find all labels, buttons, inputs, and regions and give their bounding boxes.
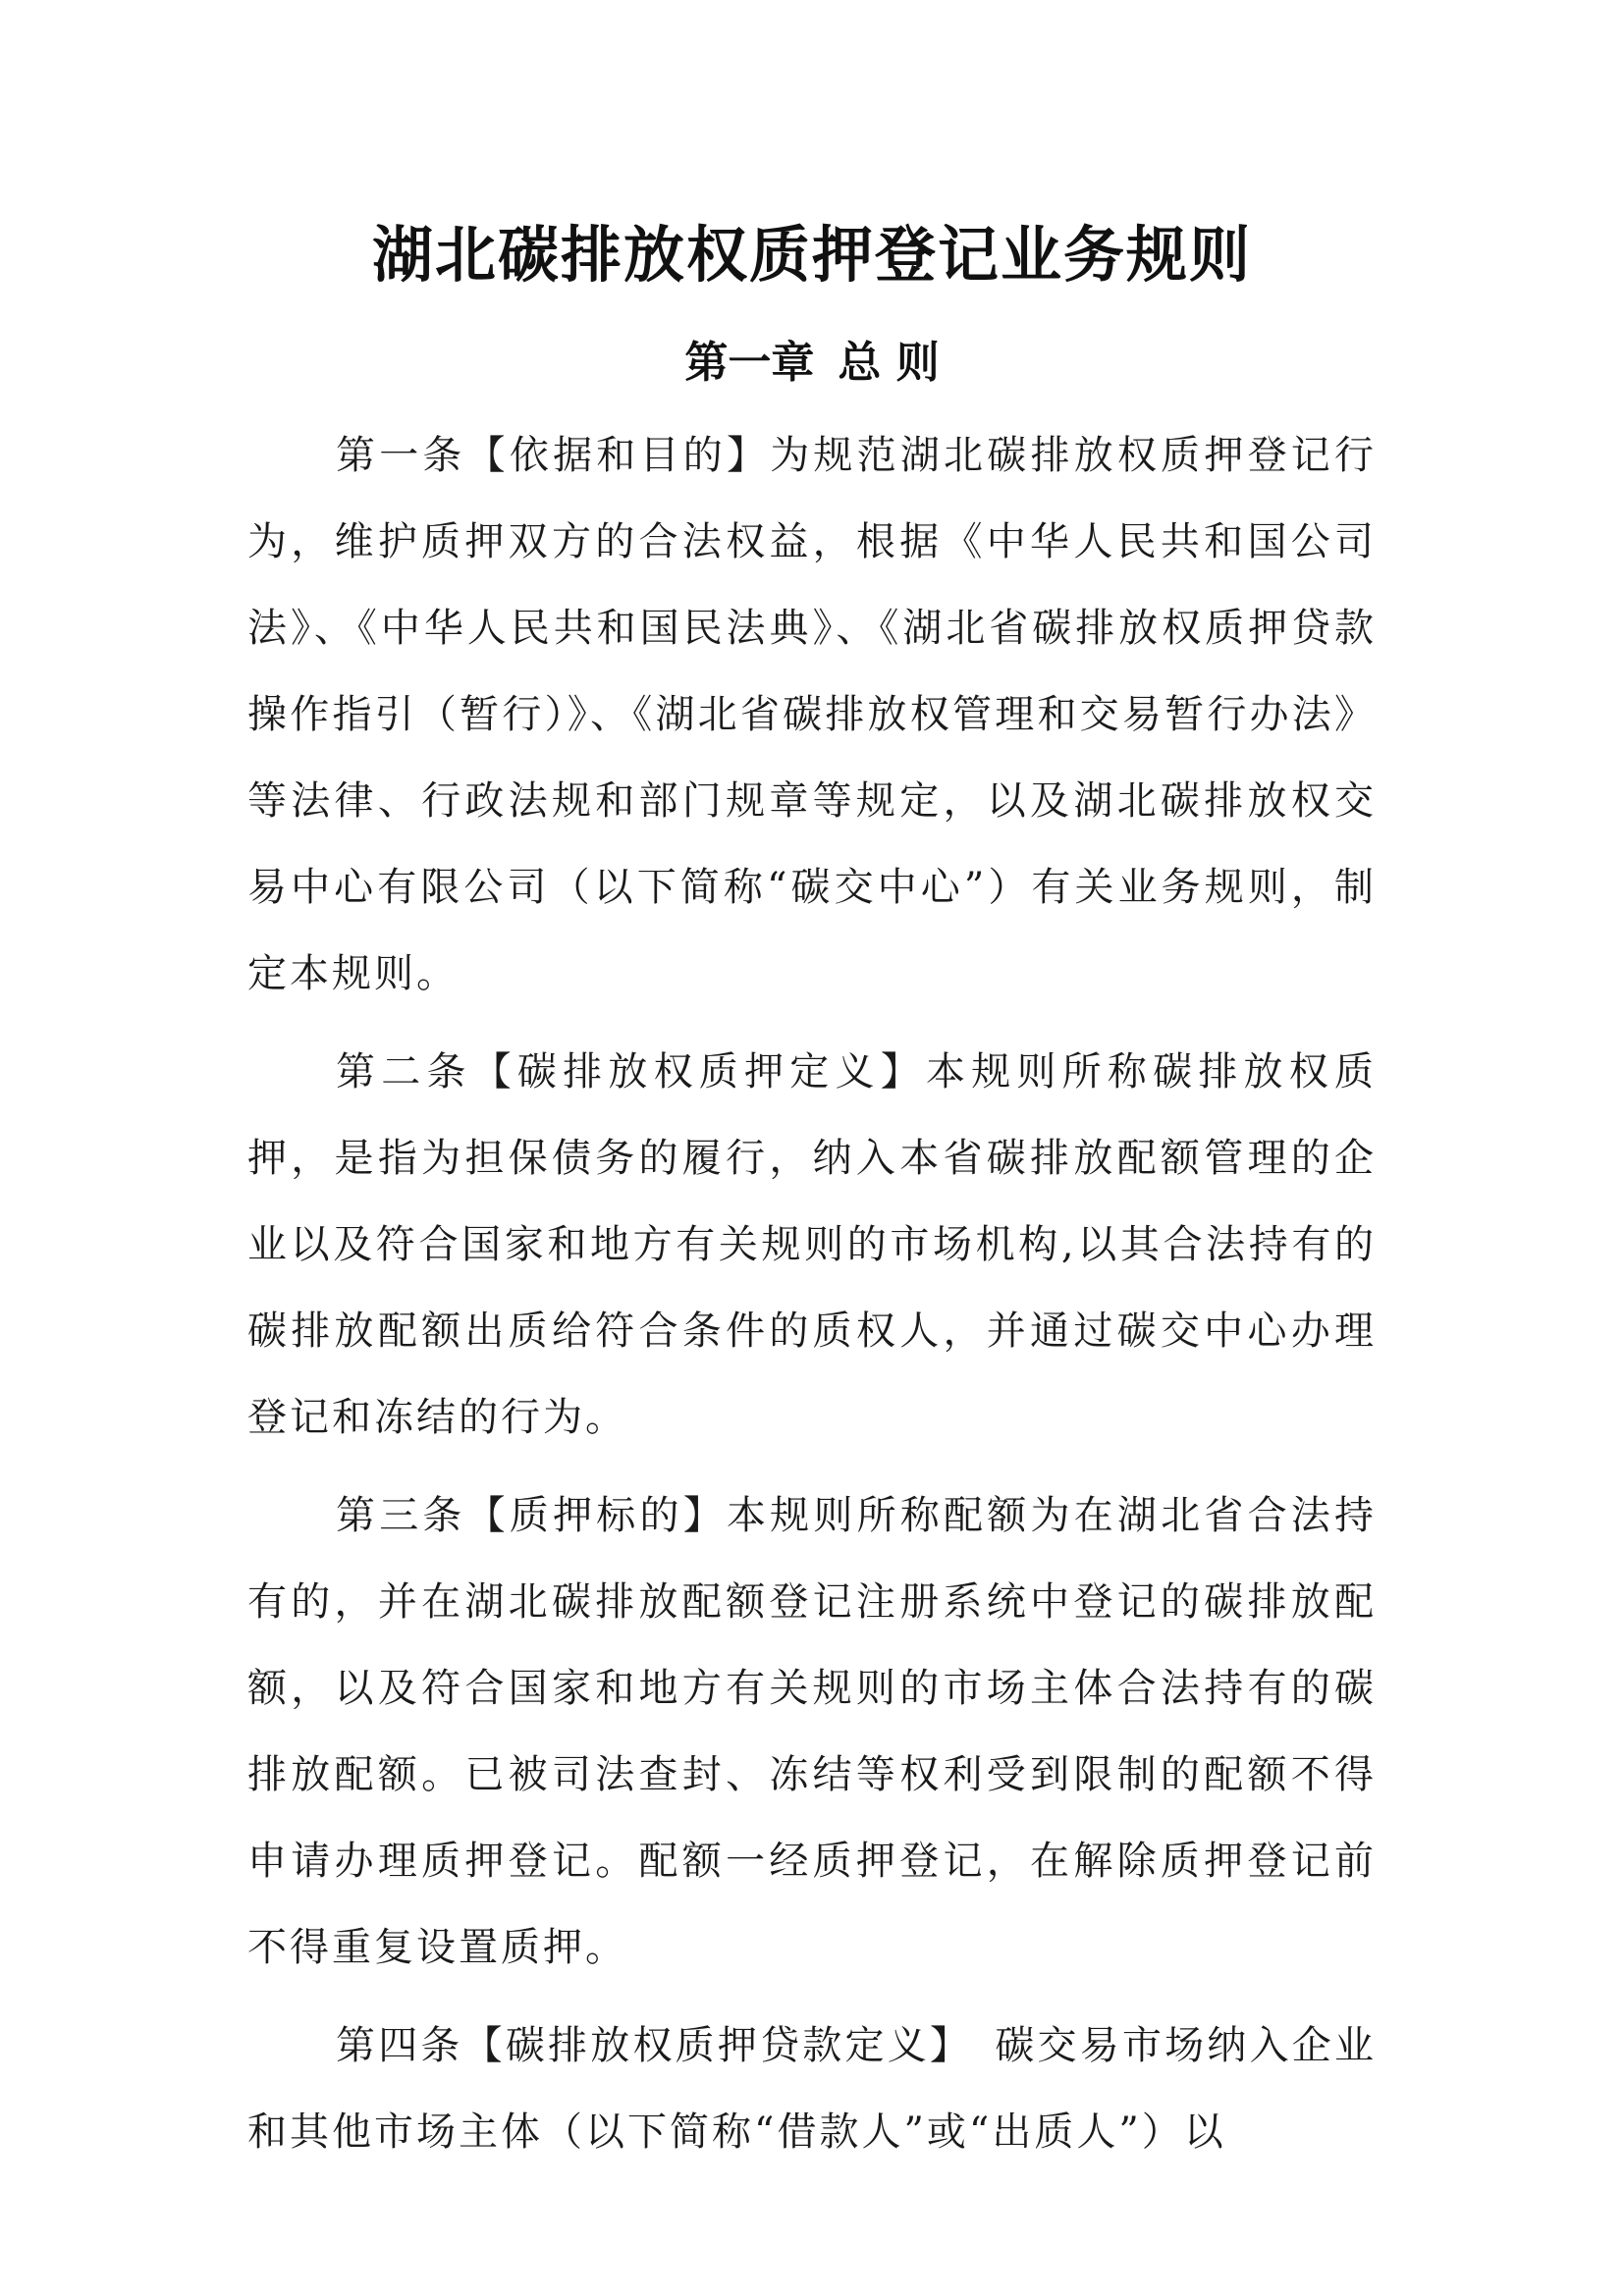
- article-text: 本规则所称配额为在湖北省合法持有的，并在湖北碳排放配额登记注册系统中登记的碳排放配额，以及符合国家和地方有关规则的市场主体合法持有的碳排放配额。已被司法查封、冻结等权利受到限制的配额不得申请办理质押登记。配额一经质押登记，在解除质押登记前不得重复设置质押。: [247, 1493, 1378, 1970]
- article-number: 第三条: [336, 1493, 466, 1538]
- article-heading: 【碳排放权质押定义】: [471, 1049, 926, 1095]
- document-title: 湖北碳排放权质押登记业务规则: [371, 219, 1252, 291]
- article-heading: 【质押标的】: [465, 1493, 727, 1538]
- article-heading: 【碳排放权质押贷款定义】: [462, 2023, 953, 2068]
- chapter-name: 总 则: [838, 338, 940, 388]
- article-text: 为规范湖北碳排放权质押登记行为，维护质押双方的合法权益，根据《中华人民共和国公司法》、《中华人民共和国民法典》、《湖北省碳排放权质押贷款操作指引（暂行）》、《湖北省碳排放权管理和交易暂行办法》等法律、行政法规和部门规章等规定，以及湖北碳排放权交易中心有限公司（以下简称“碳交中心”）有关业务规则，制定本规则。: [247, 433, 1378, 996]
- chapter-heading: [0, 332, 1624, 395]
- article-1: [247, 412, 1377, 1017]
- document-body: [247, 412, 1377, 2187]
- article-4: [247, 2002, 1377, 2175]
- article-2: [247, 1029, 1377, 1461]
- article-3: [247, 1472, 1377, 1991]
- chapter-number: 第一章: [684, 338, 815, 388]
- article-number: 第二条: [336, 1049, 472, 1095]
- article-number: 第四条: [336, 2023, 463, 2068]
- article-number: 第一条: [336, 433, 466, 478]
- article-text: 本规则所称碳排放权质押，是指为担保债务的履行，纳入本省碳排放配额管理的企业以及符合国家和地方有关规则的市场机构,以其合法持有的碳排放配额出质给符合条件的质权人，并通过碳交中心办理登记和冻结的行为。: [247, 1049, 1378, 1440]
- article-heading: 【依据和目的】: [465, 433, 771, 478]
- article-text: 碳交易市场纳入企业和其他市场主体（以下简称“借款人”或“出质人”）以: [247, 2023, 1377, 2155]
